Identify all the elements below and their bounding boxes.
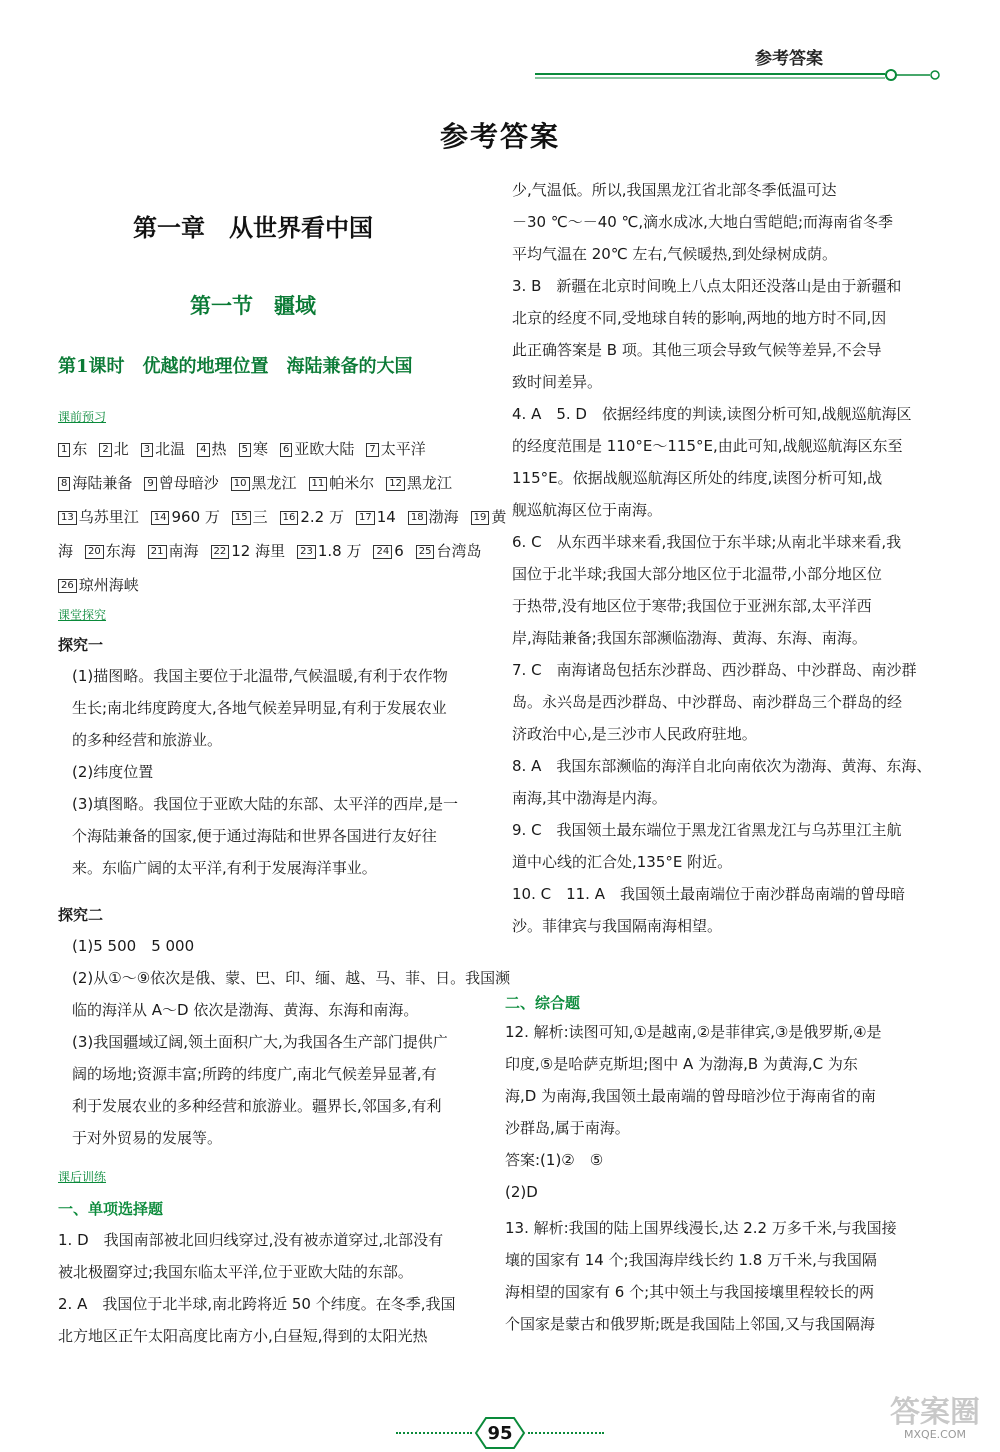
preview-item-text: 东海 [105, 542, 136, 560]
preview-item-text: 台湾岛 [436, 542, 482, 560]
chapter-title: 第一章 从世界看中国 [133, 213, 373, 242]
explore2-line: 临的海洋从 A～D 依次是渤海、黄海、东海和南海。 [72, 1001, 419, 1019]
preview-item-number: 10 [231, 477, 250, 491]
preview-item [151, 508, 220, 526]
answer-line: 济政治中心,是三沙市人民政府驻地。 [512, 725, 757, 743]
answer-line: 岛。永兴岛是西沙群岛、中沙群岛、南沙群岛三个群岛的经 [512, 693, 903, 711]
preview-item-number: 22 [211, 545, 230, 559]
preview-item-text: 曾母暗沙 [158, 474, 219, 492]
q12-line: 沙群岛,属于南海。 [505, 1119, 630, 1137]
preview-item [211, 542, 286, 560]
preview-item-number: 26 [58, 579, 77, 593]
preview-item-text: 帕米尔 [329, 474, 375, 492]
preview-item-text: 亚欧大陆 [294, 440, 355, 458]
preview-item-number: 24 [373, 545, 392, 559]
explore1-line: (2)纬度位置 [72, 763, 154, 781]
explore2-line: (2)从①～⑨依次是俄、蒙、巴、印、缅、越、马、菲、日。我国濒 [72, 969, 511, 987]
answer-line: 7. C 南海诸岛包括东沙群岛、西沙群岛、中沙群岛、南沙群 [512, 661, 917, 679]
preview-item-number: 20 [85, 545, 104, 559]
preview-item-number: 5 [239, 443, 251, 457]
preview-tag: 课前预习 [58, 410, 107, 424]
preview-item [280, 508, 344, 526]
answer-line: 此正确答案是 B 项。其他三项会导致气候等差异,不会导 [512, 341, 882, 359]
preview-item-number: 8 [58, 477, 70, 491]
right-body [512, 174, 931, 942]
preview-item [239, 440, 268, 458]
lesson-title: 第1课时 优越的地理位置 海陆兼备的大国 [58, 356, 413, 377]
preview-item [280, 440, 354, 458]
mc-body [58, 1224, 456, 1352]
preview-item [99, 440, 128, 458]
preview-item-number: 23 [297, 545, 316, 559]
footer-dots-right [528, 1432, 604, 1436]
preview-item-text: 寒 [252, 440, 268, 458]
section-title: 第一节 疆域 [190, 293, 316, 318]
watermark-logo: 答案圈 [890, 1395, 980, 1430]
explore2-line: (1)5 500 5 000 [72, 937, 195, 955]
preview-item-number: 18 [408, 511, 427, 525]
q13-line: 个国家是蒙古和俄罗斯;既是我国陆上邻国,又与我国隔海 [505, 1315, 875, 1333]
preview-item-text: 960 万 [171, 508, 220, 526]
explore1-body [72, 660, 458, 884]
preview-item-number: 7 [366, 443, 378, 457]
preview-item-number: 2 [99, 443, 111, 457]
explore1-line: (1)描图略。我国主要位于北温带,气候温暖,有利于农作物 [72, 667, 448, 685]
preview-item-text: 海陆兼备 [72, 474, 133, 492]
answer-line: 4. A 5. D 依据经纬度的判读,读图分析可知,战舰巡航海区 [512, 405, 912, 423]
header-label: 参考答案 [755, 49, 823, 69]
preview-item-text: 琼州海峡 [78, 576, 139, 594]
preview-item-number: 9 [144, 477, 156, 491]
preview-item [408, 508, 459, 526]
preview-item-text: 南海 [168, 542, 199, 560]
preview-item [232, 508, 268, 526]
q12-line: (2)D [505, 1183, 538, 1201]
explore1-title: 探究一 [58, 636, 104, 654]
answer-line: 于热带,没有地区位于寒带;我国位于亚洲东部,太平洋西 [512, 597, 872, 615]
training-tag: 课后训练 [58, 1170, 107, 1184]
preview-item-number: 3 [141, 443, 153, 457]
explore2-line: (3)我国疆域辽阔,领土面积广大,为我国各生产部门提供广 [72, 1033, 448, 1051]
preview-item [386, 474, 452, 492]
preview-item [148, 542, 199, 560]
preview-item-text: 渤海 [428, 508, 459, 526]
preview-item-text: 乌苏里江 [78, 508, 139, 526]
preview-item-text: 14 [376, 508, 396, 526]
question-12 [505, 1016, 882, 1208]
answer-line: 南海,其中渤海是内海。 [512, 789, 667, 807]
page-number: 95 [487, 1423, 513, 1444]
explore1-line: (3)填图略。我国位于亚欧大陆的东部、太平洋的西岸,是一 [72, 795, 459, 813]
preview-item-number: 21 [148, 545, 167, 559]
preview-item-text: 太平洋 [380, 440, 426, 458]
preview-item-text: 黑龙江 [251, 474, 297, 492]
q12-line: 答案:(1)② ⑤ [505, 1151, 604, 1169]
header-decoration [535, 60, 975, 90]
preview-item [416, 542, 482, 560]
preview-item-number: 16 [280, 511, 299, 525]
explore1-line: 个海陆兼备的国家,便于通过海陆和世界各国进行友好往 [72, 827, 437, 845]
preview-item [58, 542, 73, 560]
preview-row [58, 534, 482, 568]
preview-item-text: 黄 [491, 508, 507, 526]
preview-item-text: 北 [113, 440, 129, 458]
preview-item-text: 12 海里 [231, 542, 286, 560]
q13-line: 壤的国家有 14 个;我国海岸线长约 1.8 万千米,与我国隔 [505, 1251, 877, 1269]
footer-dots-left [396, 1432, 472, 1436]
preview-item [58, 508, 139, 526]
answer-line: 115°E。依据战舰巡航海区所处的纬度,读图分析可知,战 [512, 469, 883, 487]
mc-line: 被北极圈穿过;我国东临太平洋,位于亚欧大陆的东部。 [58, 1263, 413, 1281]
preview-item [141, 440, 185, 458]
preview-item-number: 11 [309, 477, 328, 491]
q12-line: 12. 解析:读图可知,①是越南,②是菲律宾,③是俄罗斯,④是 [505, 1023, 882, 1041]
explore1-line: 生长;南北纬度跨度大,各地气候差异明显,有利于发展农业 [72, 699, 447, 717]
q13-line: 海相望的国家有 6 个;其中领土与我国接壤里程较长的两 [505, 1283, 875, 1301]
answer-line: 10. C 11. A 我国领土最南端位于南沙群岛南端的曾母暗 [512, 885, 905, 903]
preview-item-number: 17 [356, 511, 375, 525]
preview-item-text: 海 [58, 542, 74, 560]
page-title: 参考答案 [439, 120, 560, 153]
preview-item [471, 508, 507, 526]
preview-item-number: 25 [416, 545, 435, 559]
preview-item-number: 15 [232, 511, 251, 525]
answer-line: 岸,海陆兼备;我国东部濒临渤海、黄海、东海、南海。 [512, 629, 867, 647]
answer-line: 的经度范围是 110°E～115°E,由此可知,战舰巡航海区东至 [512, 437, 903, 455]
explore2-line: 利于发展农业的多种经营和旅游业。疆界长,邻国多,有利 [72, 1097, 442, 1115]
preview-item-number: 14 [151, 511, 170, 525]
explore-tag: 课堂探究 [58, 608, 107, 622]
explore2-line: 于对外贸易的发展等。 [72, 1129, 223, 1147]
answer-line: 6. C 从东西半球来看,我国位于东半球;从南北半球来看,我 [512, 533, 902, 551]
answer-line: 少,气温低。所以,我国黑龙江省北部冬季低温可达 [512, 181, 837, 199]
explore2-line: 阔的场地;资源丰富;所跨的纬度广,南北气候差异显著,有 [72, 1065, 437, 1083]
preview-item [373, 542, 403, 560]
watermark [880, 1395, 990, 1441]
preview-item-text: 东 [72, 440, 88, 458]
answer-line: 9. C 我国领土最东端位于黑龙江省黑龙江与乌苏里江主航 [512, 821, 902, 839]
preview-item-number: 4 [197, 443, 209, 457]
answer-line: 沙。菲律宾与我国隔南海相望。 [512, 917, 723, 935]
preview-item-number: 19 [471, 511, 490, 525]
preview-row [58, 568, 478, 602]
preview-item-text: 6 [394, 542, 404, 560]
preview-item [58, 474, 132, 492]
mc-line: 北方地区正午太阳高度比南方小,白昼短,得到的太阳光热 [58, 1327, 428, 1345]
preview-item [356, 508, 396, 526]
watermark-url: MXQE.COM [904, 1428, 966, 1441]
answer-line: 北京的经度不同,受地球自转的影响,两地的地方时不同,因 [512, 309, 887, 327]
preview-item [197, 440, 226, 458]
mc-title: 一、单项选择题 [58, 1200, 164, 1218]
preview-row [58, 500, 507, 534]
answer-line: 致时间差异。 [512, 373, 603, 391]
answer-line: 平均气温在 20℃ 左右,气候暖热,到处绿树成荫。 [512, 245, 838, 263]
question-13 [505, 1212, 897, 1340]
explore2-title: 探究二 [58, 906, 104, 924]
answer-line: 8. A 我国东部濒临的海洋自北向南依次为渤海、黄海、东海、 [512, 757, 932, 775]
preview-item-number: 1 [58, 443, 70, 457]
preview-item-number: 6 [280, 443, 292, 457]
preview-item [309, 474, 375, 492]
preview-item-number: 13 [58, 511, 77, 525]
preview-row [58, 466, 478, 500]
answer-line: 3. B 新疆在北京时间晚上八点太阳还没落山是由于新疆和 [512, 277, 902, 295]
answer-line: 道中心线的汇合处,135°E 附近。 [512, 853, 733, 871]
preview-item-text: 黑龙江 [407, 474, 453, 492]
preview-item [58, 576, 139, 594]
mc-line: 2. A 我国位于北半球,南北跨将近 50 个纬度。在冬季,我国 [58, 1295, 456, 1313]
q12-line: 印度,⑤是哈萨克斯坦;图中 A 为渤海,B 为黄海,C 为东 [505, 1055, 858, 1073]
preview-item [297, 542, 361, 560]
answer-line: 国位于北半球;我国大部分地区位于北温带,小部分地区位 [512, 565, 882, 583]
preview-item-text: 1.8 万 [317, 542, 362, 560]
preview-answers [58, 432, 507, 602]
explore2-body [72, 930, 510, 1154]
q12-line: 海,D 为南海,我国领土最南端的曾母暗沙位于海南省的南 [505, 1087, 876, 1105]
preview-item [85, 542, 136, 560]
preview-item [231, 474, 297, 492]
preview-item-text: 热 [211, 440, 227, 458]
explore1-line: 来。东临广阔的太平洋,有利于发展海洋事业。 [72, 859, 377, 877]
preview-item-text: 2.2 万 [300, 508, 344, 526]
mc-line: 1. D 我国南部被北回归线穿过,没有被赤道穿过,北部没有 [58, 1231, 444, 1249]
answer-line: －30 ℃～－40 ℃,滴水成冰,大地白雪皑皑;而海南省冬季 [512, 213, 893, 231]
preview-item-text: 北温 [155, 440, 186, 458]
answer-line: 舰巡航海区位于南海。 [512, 501, 663, 519]
preview-item-text: 三 [252, 508, 268, 526]
comprehensive-title: 二、综合题 [505, 994, 581, 1012]
preview-row [58, 432, 478, 466]
preview-item [144, 474, 218, 492]
preview-item-number: 12 [386, 477, 405, 491]
explore1-line: 的多种经营和旅游业。 [72, 731, 223, 749]
preview-item [58, 440, 87, 458]
preview-item [366, 440, 425, 458]
q13-line: 13. 解析:我国的陆上国界线漫长,达 2.2 万多千米,与我国接 [505, 1219, 897, 1237]
